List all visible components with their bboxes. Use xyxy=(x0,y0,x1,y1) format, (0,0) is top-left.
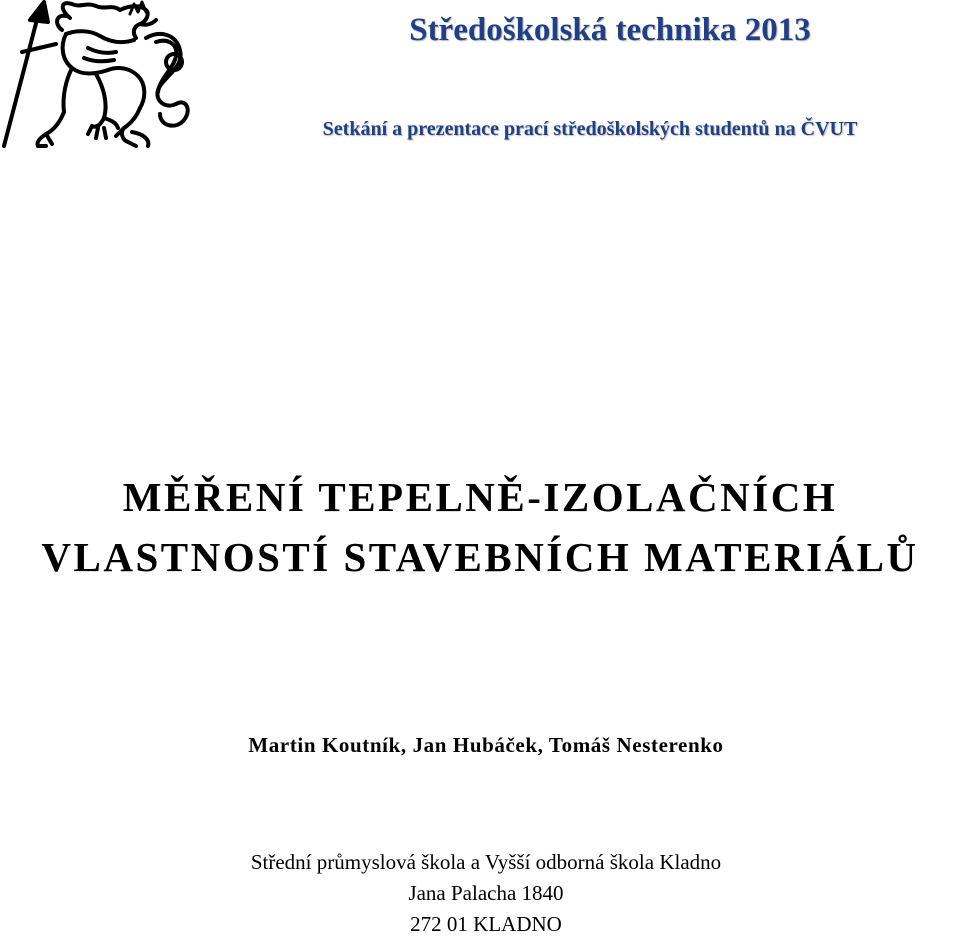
event-subtitle: Setkání a prezentace prací středoškolských studentů na ČVUT xyxy=(322,118,858,140)
document-title-line-1: MĚŘENÍ TEPELNĚ-IZOLAČNÍCH xyxy=(122,474,838,520)
school-name: Střední průmyslová škola a Vyšší odborná škola Kladno xyxy=(250,850,722,874)
authors: Martin Koutník, Jan Hubáček, Tomáš Nesterenko xyxy=(248,733,724,757)
school-city: 272 01 KLADNO xyxy=(410,912,562,936)
document-title-line-2: VLASTNOSTÍ STAVEBNÍCH MATERIÁLŮ xyxy=(41,534,919,580)
school-street: Jana Palacha 1840 xyxy=(408,881,564,905)
lion-logo-icon xyxy=(0,0,200,150)
event-title: Středoškolská technika 2013 xyxy=(409,12,811,48)
